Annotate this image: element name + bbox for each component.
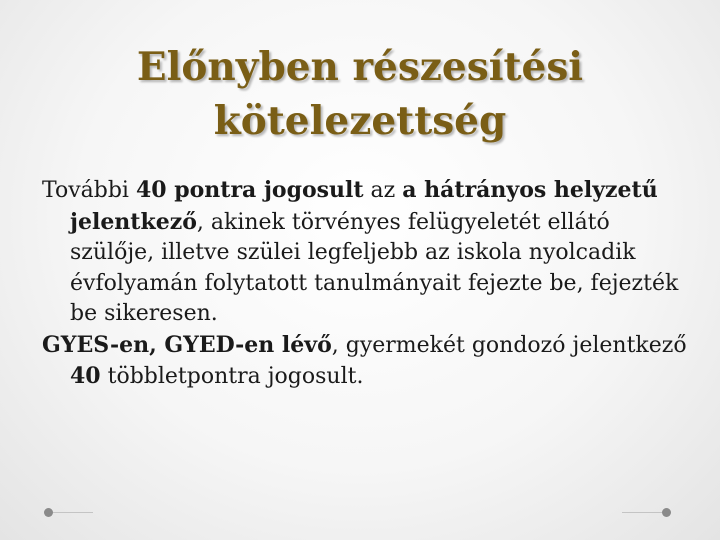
paragraph-1-run-4: a hátrányos helyzetű jelentkező bbox=[70, 177, 658, 235]
paragraph-2-run-3: 40 bbox=[70, 363, 101, 389]
footer-rule-left bbox=[53, 512, 93, 513]
paragraph-1-run-5: , akinek törvényes felügyeletét ellátó szülője, illetve szülei legfeljebb az iskola nyolcadik évfolyamán folytatott tanulmányait fejezte be, fejezték be sikeresen. bbox=[70, 209, 679, 326]
footer-dot-left-icon bbox=[44, 508, 53, 517]
footer-dot-right-icon bbox=[662, 508, 671, 517]
paragraph-disadvantaged-applicant bbox=[42, 175, 692, 330]
paragraph-gyes-gyed-applicant bbox=[42, 330, 692, 393]
paragraph-1-run-2: 40 pontra jogosult bbox=[135, 177, 364, 203]
slide-body bbox=[42, 175, 692, 393]
paragraph-2-run-4: többletpontra jogosult. bbox=[100, 364, 364, 389]
slide-title-line-1: Előnyben részesítési bbox=[136, 44, 584, 90]
paragraph-1-run-1: További bbox=[42, 178, 136, 203]
paragraph-2-run-1: GYES-en, GYED-en lévő bbox=[42, 331, 332, 358]
footer-rule-right bbox=[622, 512, 662, 513]
slide-title-line-2: kötelezettség bbox=[213, 98, 507, 144]
slide-title bbox=[40, 40, 680, 148]
paragraph-2-run-2: , gyermekét gondozó jelentkező bbox=[331, 332, 687, 358]
paragraph-1-run-3: az bbox=[363, 178, 403, 203]
